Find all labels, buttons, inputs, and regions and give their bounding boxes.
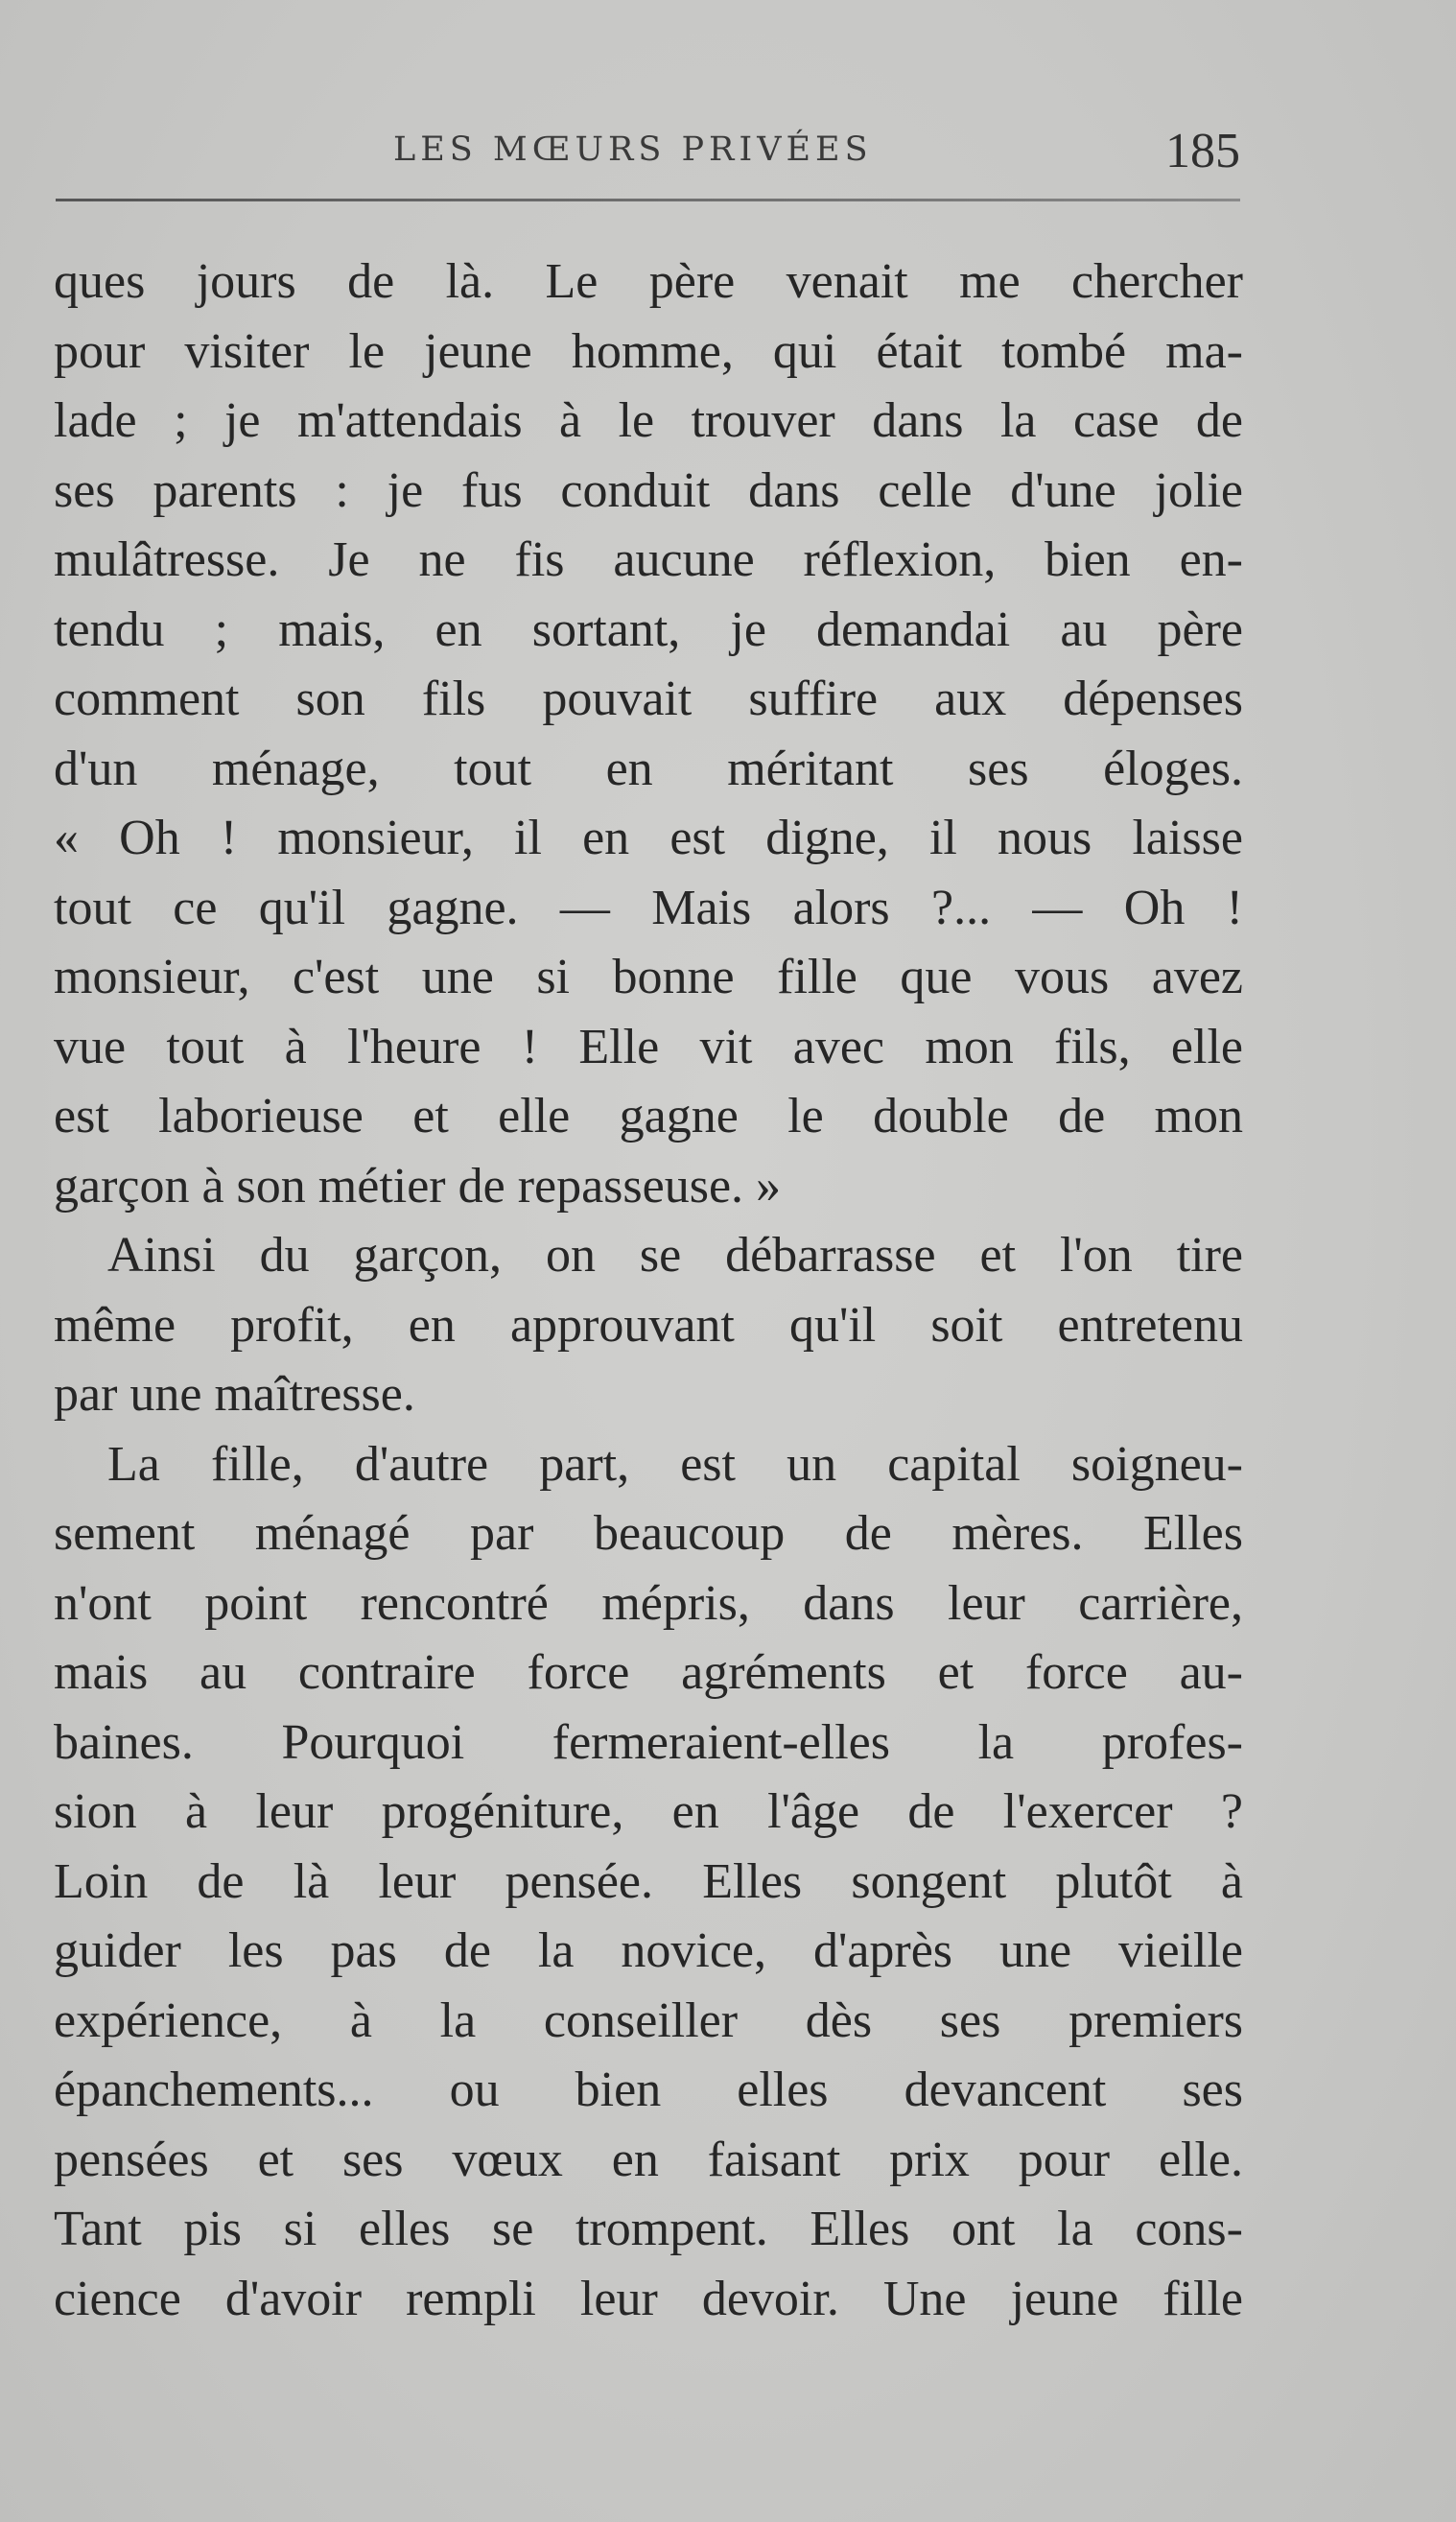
text-line: monsieur, c'est une si bonne fille que vous avez [54,950,1243,1004]
text-line: pour visiter le jeune homme, qui était tombé ma- [54,323,1243,379]
text-line: Loin de là leur pensée. Elles songent plutôt à [54,1853,1243,1909]
text-line: tendu ; mais, en sortant, je demandai au père [54,601,1243,657]
text-line: expérience, à la conseiller dès ses premiers [54,1992,1243,2048]
header-rule [56,199,1240,201]
text-line: « Oh ! monsieur, il en est digne, il nous laisse [54,811,1243,865]
text-line: Tant pis si elles se trompent. Elles ont la cons- [54,2202,1243,2256]
text-line: La fille, d'autre part, est un capital soigneu- [107,1436,1243,1492]
text-line: Ainsi du garçon, on se débarrasse et l'on tire [107,1228,1243,1283]
text-line: vue tout à l'heure ! Elle vit avec mon fils, elle [54,1019,1243,1074]
text-line: mulâtresse. Je ne fis aucune réflexion, bien en- [54,532,1243,587]
text-line: ses parents : je fus conduit dans celle d'une jolie [54,462,1243,518]
page-header [56,123,1240,190]
text-line: mais au contraire force agréments et force au- [54,1645,1243,1700]
text-line: guider les pas de la novice, d'après une vieille [54,1923,1243,1978]
text-line: baines. Pourquoi fermeraient-elles la profes- [54,1714,1243,1770]
text-line: même profit, en approuvant qu'il soit entretenu [54,1297,1243,1353]
text-line: est laborieuse et elle gagne le double de mon [54,1089,1243,1143]
text-line: sion à leur progéniture, en l'âge de l'exercer ? [54,1784,1243,1839]
text-line: ques jours de là. Le père venait me chercher [54,254,1243,309]
text-line: épanchements... ou bien elles devancent ses [54,2062,1243,2117]
text-line: d'un ménage, tout en méritant ses éloges. [54,741,1243,796]
text-line: lade ; je m'attendais à le trouver dans la case de [54,393,1243,448]
text-line: n'ont point rencontré mépris, dans leur carrière, [54,1575,1243,1631]
running-title: LES MŒURS PRIVÉES [393,130,873,169]
text-line: garçon à son métier de repasseuse. » [54,1158,782,1214]
page-number: 185 [1165,124,1240,178]
text-line: pensées et ses vœux en faisant prix pour elle. [54,2132,1243,2187]
text-line: comment son fils pouvait suffire aux dépenses [54,672,1243,726]
body-text [54,247,1243,2334]
text-line: cience d'avoir rempli leur devoir. Une jeune fille [54,2271,1243,2326]
text-line: tout ce qu'il gagne. — Mais alors ?... — Oh ! [54,880,1243,935]
text-line: par une maîtresse. [54,1367,415,1422]
text-line: sement ménagé par beaucoup de mères. Elles [54,1506,1243,1561]
